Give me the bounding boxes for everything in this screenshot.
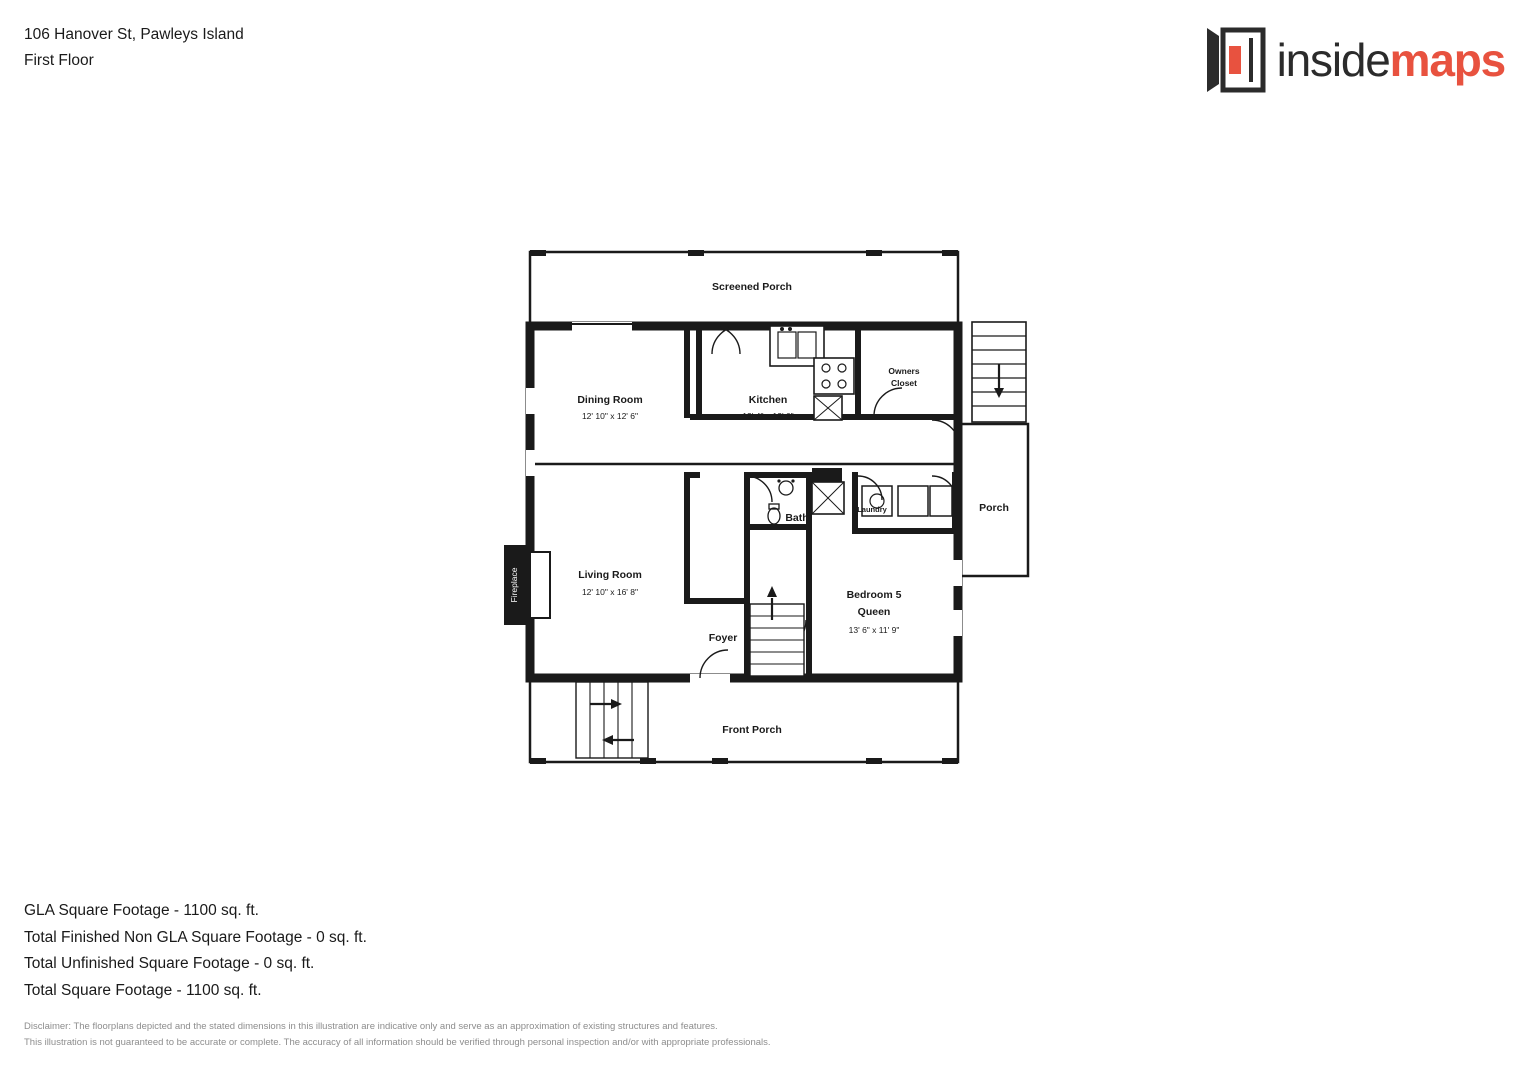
logo-word-inside: inside bbox=[1276, 34, 1390, 86]
disclaimer-line-2: This illustration is not guaranteed to be accurate or complete. The accuracy of all information should be verified through personal inspection and/or with appropriate professionals. bbox=[24, 1037, 771, 1048]
unfinished-square-footage: Total Unfinished Square Footage - 0 sq. ft. bbox=[24, 955, 315, 972]
insidemaps-logo bbox=[1205, 24, 1505, 96]
non-gla-square-footage: Total Finished Non GLA Square Footage - 0 sq. ft. bbox=[24, 928, 367, 946]
header-address-block bbox=[24, 22, 244, 74]
room-label-laundry: Laundry bbox=[857, 505, 887, 514]
room-label-bath: Bath bbox=[785, 512, 809, 524]
fireplace-block bbox=[504, 545, 550, 625]
gla-square-footage: GLA Square Footage - 1100 sq. ft. bbox=[24, 902, 259, 919]
property-address: 106 Hanover St, Pawleys Island bbox=[24, 26, 244, 43]
disclaimer-line-1: Disclaimer: The floorplans depicted and the stated dimensions in this illustration are indicative only and serve as an approximation of existing structures and features. bbox=[24, 1021, 718, 1032]
room-dims-dining-room: 12' 10" x 12' 6" bbox=[581, 411, 639, 421]
room-label-kitchen: Kitchen bbox=[748, 394, 788, 406]
floorplan-diagram bbox=[0, 120, 1527, 880]
logo-wordmark bbox=[1277, 33, 1505, 87]
room-label-bedroom5-line2: Queen bbox=[857, 606, 891, 618]
floor-label: First Floor bbox=[24, 52, 94, 69]
room-label-bedroom5-line1: Bedroom 5 bbox=[846, 589, 902, 601]
room-dims-living-room: 12' 10" x 16' 8" bbox=[581, 587, 639, 597]
total-square-footage: Total Square Footage - 1100 sq. ft. bbox=[24, 981, 262, 999]
room-dims-bedroom5: 13' 6" x 11' 9" bbox=[848, 625, 900, 635]
logo-word-maps: maps bbox=[1389, 34, 1505, 86]
room-label-owners-closet-line2: Closet bbox=[891, 378, 917, 388]
door-icon bbox=[1205, 24, 1267, 96]
room-label-owners-closet-line1: Owners bbox=[888, 366, 920, 376]
side-porch-structure bbox=[958, 424, 1028, 576]
room-label-porch: Porch bbox=[979, 502, 1009, 514]
fireplace-label: Fireplace bbox=[509, 567, 519, 603]
room-label-front-porch: Front Porch bbox=[722, 724, 782, 736]
room-dims-kitchen: 13' 4" x 12' 6" bbox=[742, 411, 794, 421]
interior-stairs bbox=[750, 586, 804, 676]
square-footage-summary bbox=[24, 898, 367, 1004]
room-label-screened-porch: Screened Porch bbox=[712, 281, 792, 293]
floorplan-svg bbox=[0, 120, 1527, 880]
disclaimer-block bbox=[24, 1019, 771, 1051]
room-label-foyer: Foyer bbox=[708, 632, 738, 644]
room-label-dining-room: Dining Room bbox=[577, 394, 643, 406]
front-porch-stairs bbox=[576, 682, 648, 758]
room-label-living-room: Living Room bbox=[578, 569, 642, 581]
side-porch-stairs bbox=[972, 322, 1026, 422]
